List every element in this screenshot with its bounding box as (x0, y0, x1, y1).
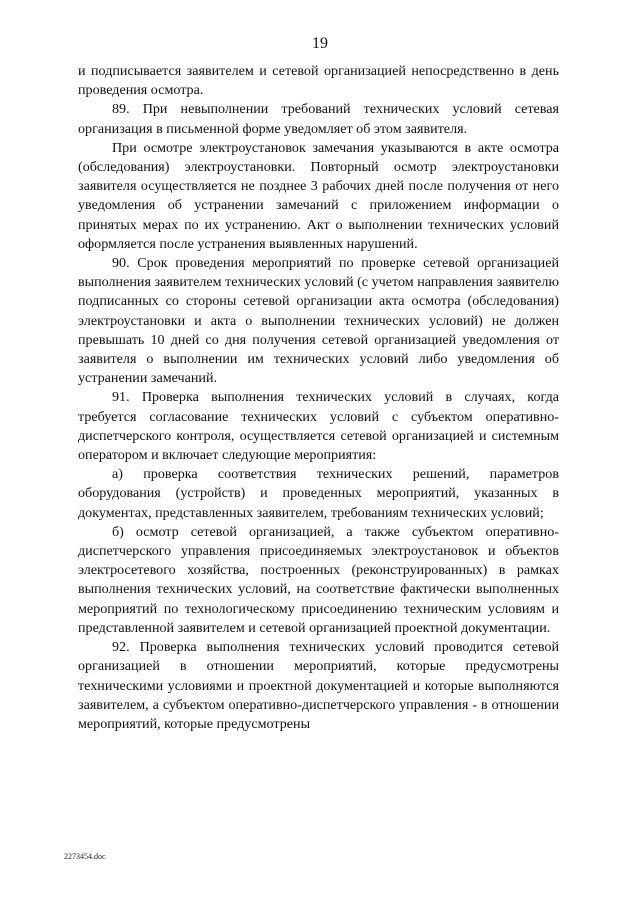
paragraph-92: 92. Проверка выполнения технических условий проводится сетевой организацией в отношении мероприятий, которые предусмотрены техническими условиями и проектной документацией и которые выполняются заявителем, а субъектом оперативно-диспетчерского управления - в отношении мероприятий, которые предусмотрены (78, 639, 559, 732)
page-number: 19 (312, 35, 328, 52)
paragraph-90: 90. Срок проведения мероприятий по проверке сетевой организацией выполнения заявителем технических условий (с учетом направления заявителю подписанных со стороны сетевой организации акта осмотра (обследования) электроустановки и акта о выполнении технических условий) не должен превышать 10 дней со дня получения сетевой организацией уведомления от заявителя о выполнении им технических условий либо уведомления об устранении замечаний. (78, 255, 559, 387)
paragraph-91-item-b: б) осмотр сетевой организацией, а также субъектом оперативно-диспетчерского управления присоединяемых электроустановок и объектов электросетевого хозяйства, построенных (реконструированных) в рамках выполнения технических условий, на соответствие фактически выполненных мероприятий по технологическому присоединению техническим условиям и представленной заявителем и сетевой организацией проектной документации. (78, 523, 559, 636)
file-name-footer: 2273454.doc (64, 852, 106, 861)
document-body (78, 62, 559, 734)
paragraph-91-item-a: а) проверка соответствия технических решений, параметров оборудования (устройств) и проведенных мероприятий, указанных в документах, представленных заявителем, требованиям технических условий; (78, 466, 559, 521)
paragraph-continuation: и подписывается заявителем и сетевой организацией непосредственно в день проведения осмотра. (78, 63, 559, 99)
paragraph-91: 91. Проверка выполнения технических условий в случаях, когда требуется согласование технических условий с субъектом оперативно-диспетчерского контроля, осуществляется сетевой организацией и системным оператором и включает следующие мероприятия: (78, 389, 559, 464)
paragraph-89: 89. При невыполнении требований технических условий сетевая организация в письменной форме уведомляет об этом заявителя. (78, 101, 559, 137)
paragraph-inspection-remarks: При осмотре электроустановок замечания указываются в акте осмотра (обследования) электроустановки. Повторный осмотр электроустановки заявителя осуществляется не позднее 3 рабочих дней после получения от него уведомления об устранении замечаний с приложением информации о принятых мерах по их устранению. Акт о выполнении технических условий оформляется после устранения выявленных нарушений. (78, 139, 559, 252)
